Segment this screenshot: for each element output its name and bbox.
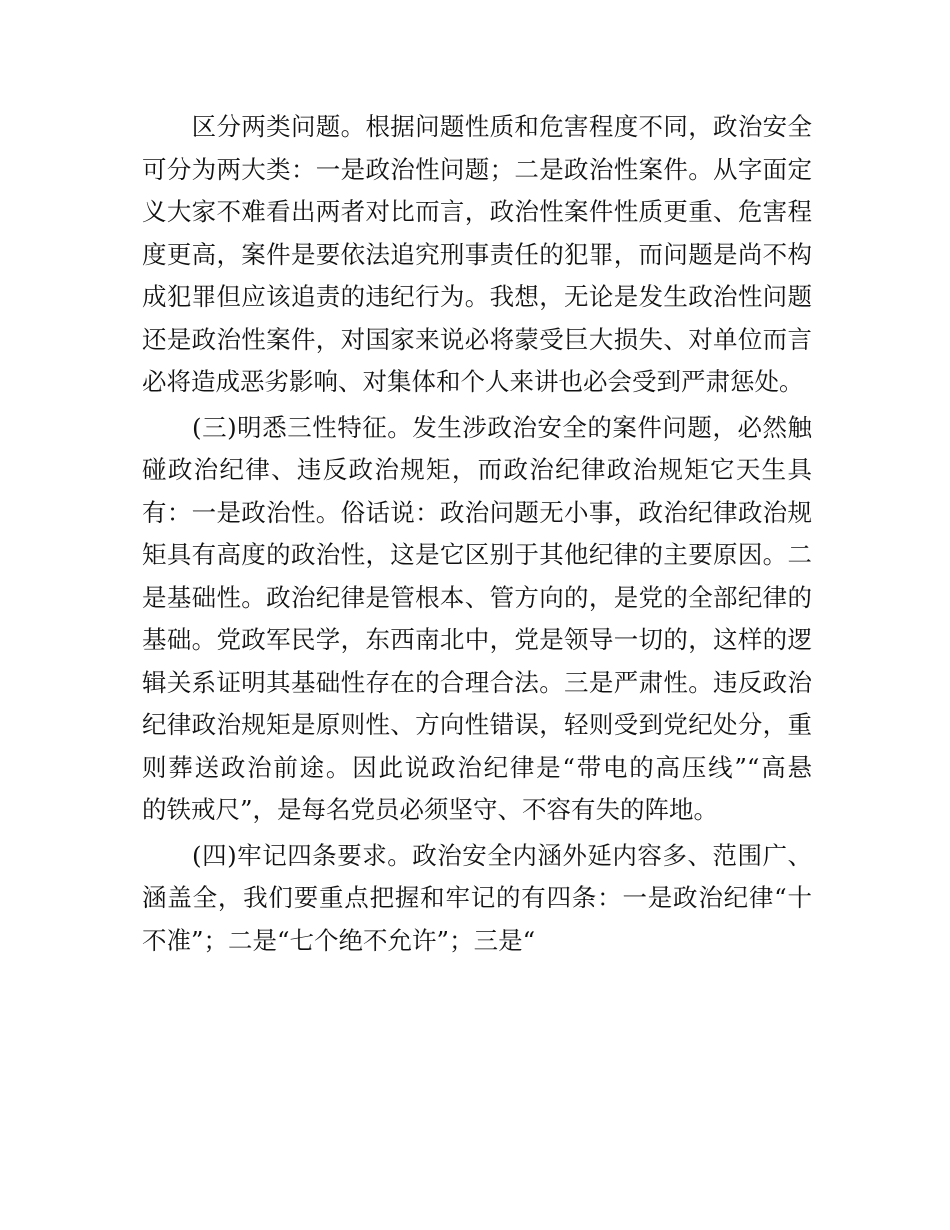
text-line: 必将造成恶劣影响、对集体和个人来讲也必会受到严肃惩处。 <box>142 367 804 396</box>
text-line: 碰政治纪律、违反政治规矩，而政治纪律政治规矩它天生具 <box>142 455 812 484</box>
text-line: 基础。党政军民学，东西南北中，党是领导一切的，这样的逻 <box>142 625 812 654</box>
paragraph-four-requirements <box>142 835 812 963</box>
text-line: 义大家不难看出两者对比而言，政治性案件性质更重、危害程 <box>142 197 812 226</box>
text-line: 区分两类问题。根据问题性质和危害程度不同，政治安全 <box>142 112 812 141</box>
text-line: 有：一是政治性。俗话说：政治问题无小事，政治纪律政治规 <box>142 497 812 527</box>
text-line: (三)明悉三性特征。发生涉政治安全的案件问题，必然触 <box>142 412 812 442</box>
text-line: 矩具有高度的政治性，这是它区别于其他纪律的主要原因。二 <box>142 540 812 569</box>
text-line: 还是政治性案件，对国家来说必将蒙受巨大损失、对单位而言 <box>142 324 812 354</box>
text-line: 成犯罪但应该追责的违纪行为。我想，无论是发生政治性问题 <box>142 282 812 311</box>
paragraph-three-characteristics <box>142 407 812 832</box>
text-line: 是基础性。政治纪律是管根本、管方向的，是党的全部纪律的 <box>142 582 812 612</box>
text-line: 可分为两大类：一是政治性问题；二是政治性案件。从字面定 <box>142 154 812 184</box>
text-line: 不准”；二是“七个绝不允许”；三是“ <box>142 925 536 955</box>
paragraph-two-types-of-problems <box>142 106 812 404</box>
document-body <box>142 106 812 962</box>
text-line: 的铁戒尺”，是每名党员必须坚守、不容有失的阵地。 <box>142 795 719 824</box>
text-line: 纪律政治规矩是原则性、方向性错误，轻则受到党纪处分，重 <box>142 710 812 739</box>
text-line: (四)牢记四条要求。政治安全内涵外延内容多、范围广、 <box>142 840 812 870</box>
text-line: 辑关系证明其基础性存在的合理合法。三是严肃性。违反政治 <box>142 667 812 697</box>
text-line: 涵盖全，我们要重点把握和牢记的有四条：一是政治纪律“十 <box>142 883 812 912</box>
text-line: 度更高，案件是要依法追究刑事责任的犯罪，而问题是尚不构 <box>142 239 812 269</box>
text-line: 则葬送政治前途。因此说政治纪律是“带电的高压线”“高悬 <box>142 752 812 782</box>
